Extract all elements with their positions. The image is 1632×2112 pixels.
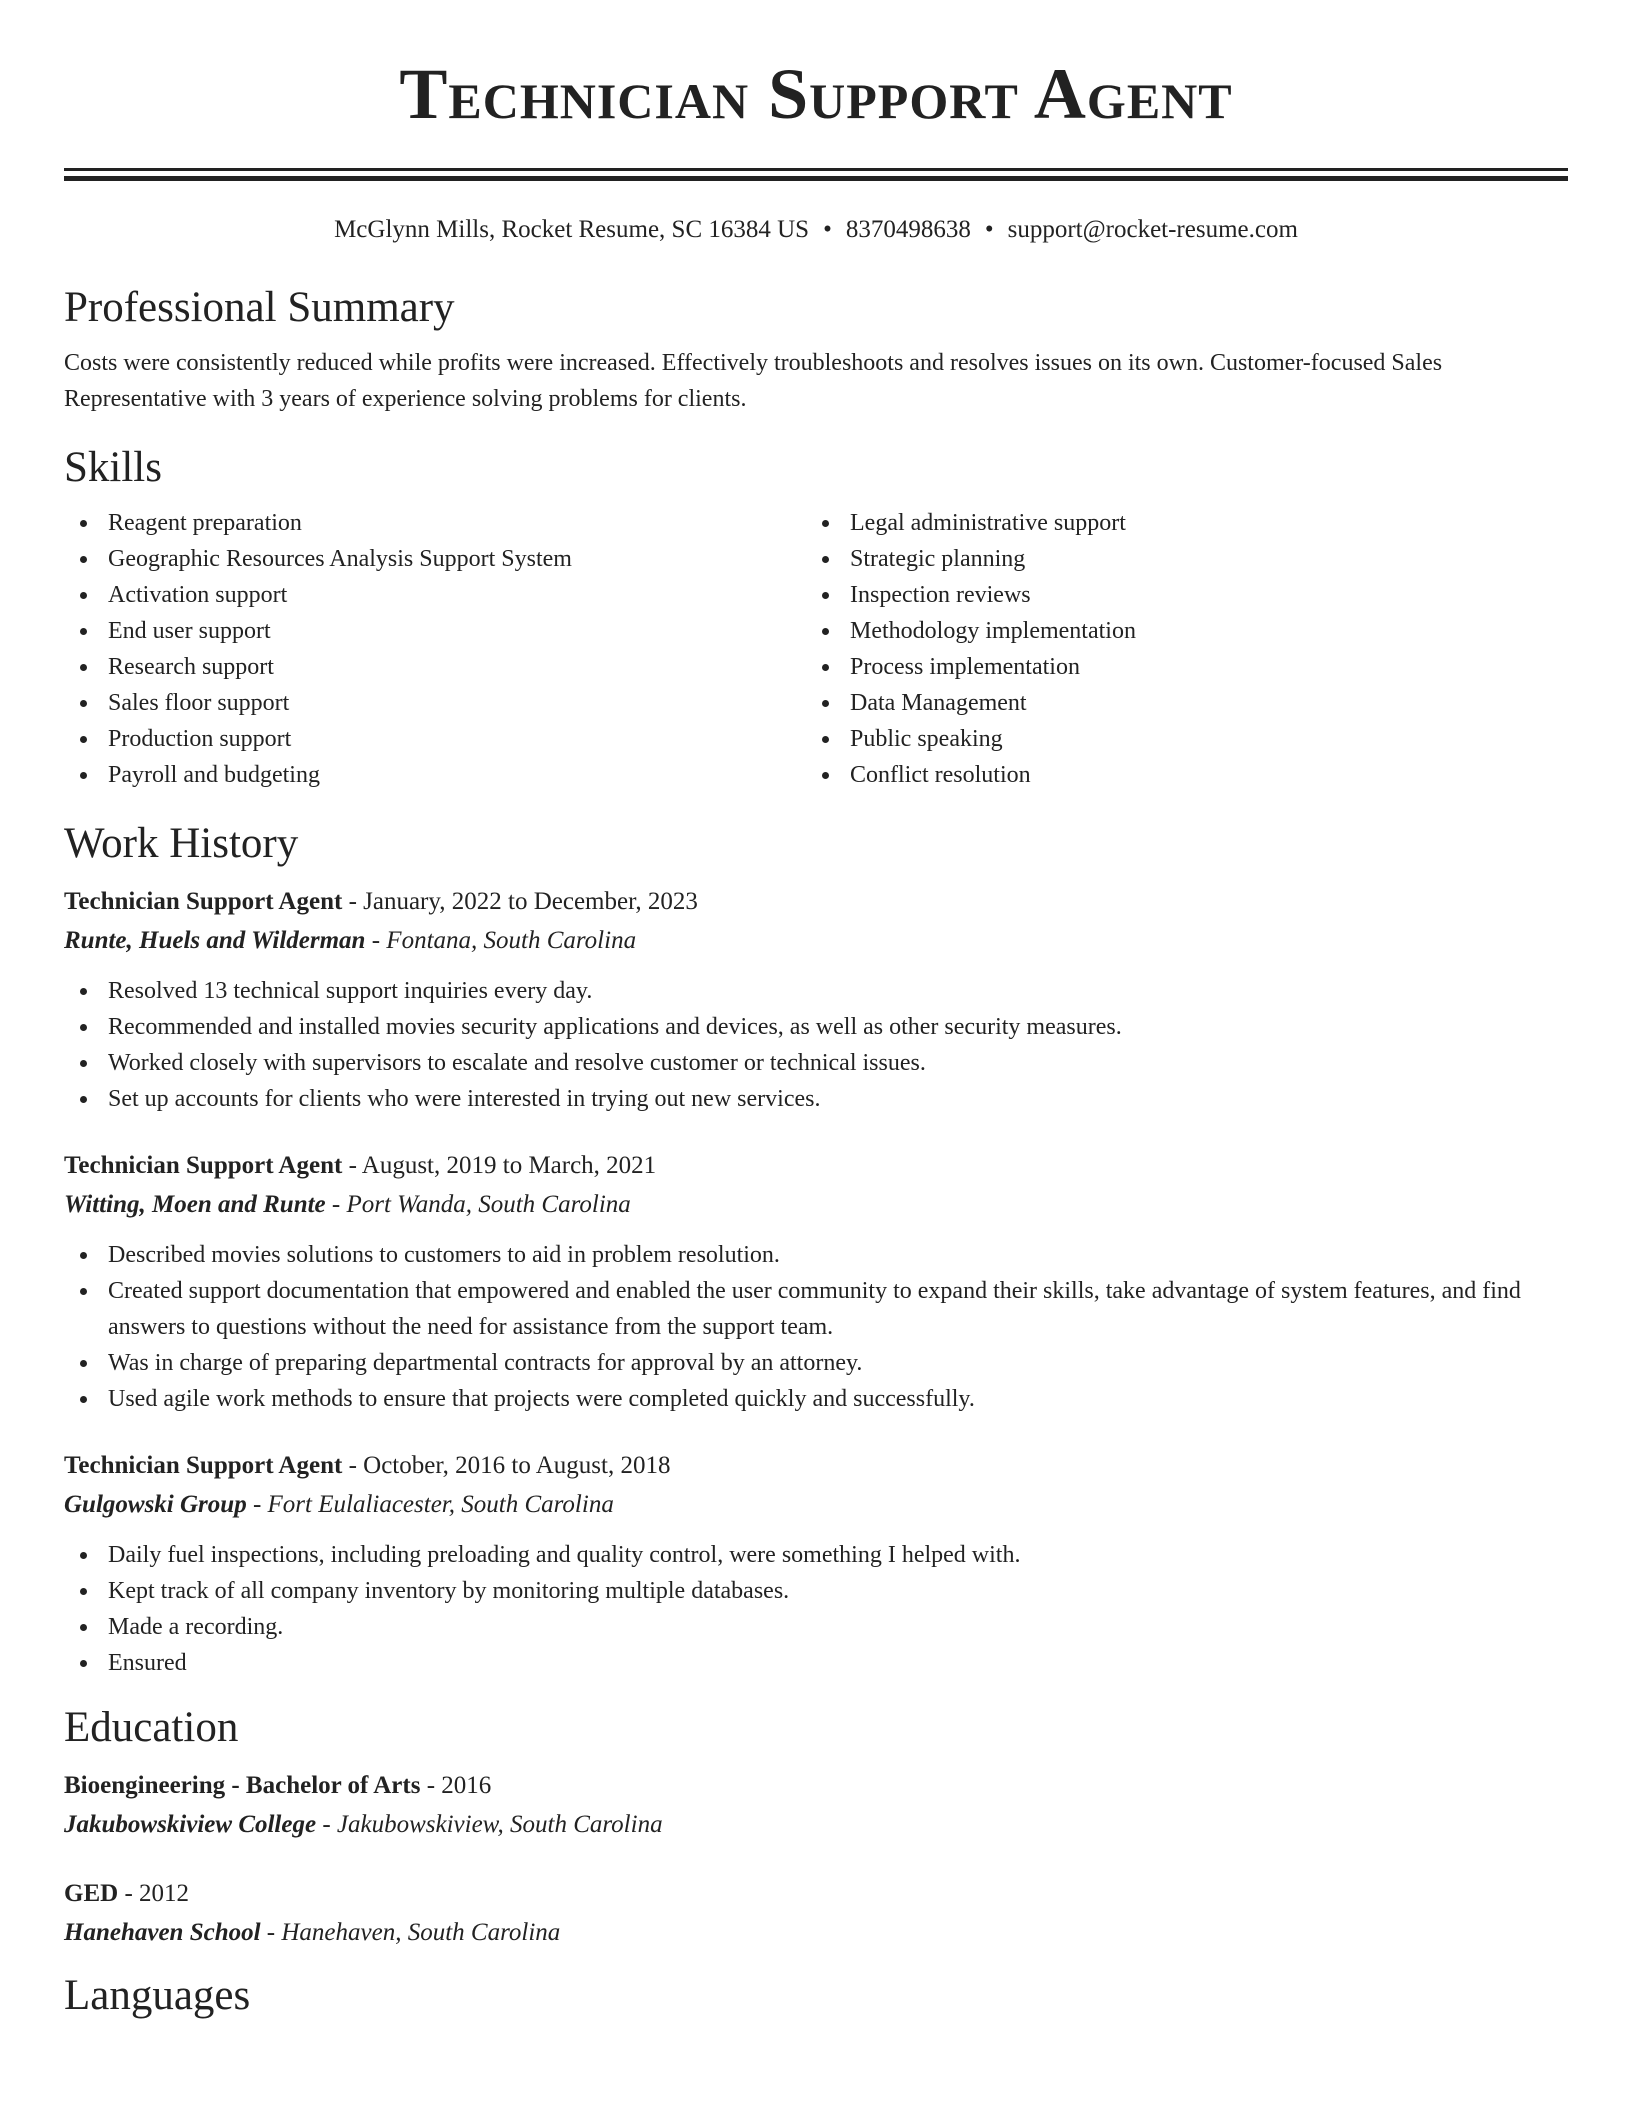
skill-item: Data Management — [806, 685, 1548, 721]
title-divider-thick — [64, 176, 1568, 181]
job-title: Technician Support Agent — [64, 888, 343, 915]
summary-section — [64, 283, 1568, 417]
education-school: Hanehaven School — [64, 1919, 261, 1946]
skills-section — [64, 443, 1568, 793]
education-school: Jakubowskiview College — [64, 1811, 317, 1838]
skill-item: Strategic planning — [806, 541, 1548, 577]
job-bullet: Ensured — [64, 1645, 1568, 1681]
job-company: Runte, Huels and Wilderman — [64, 927, 366, 954]
job-bullet: Used agile work methods to ensure that projects were completed quickly and successfully. — [64, 1381, 1568, 1417]
job-header: Technician Support Agent - October, 2016 to August, 2018 — [64, 1452, 671, 1479]
job-title: Technician Support Agent — [64, 1452, 343, 1479]
contact-separator: • — [984, 216, 994, 243]
job-bullet: Was in charge of preparing departmental contracts for approval by an attorney. — [64, 1345, 1568, 1381]
title-divider-thin — [64, 168, 1568, 171]
job-entry — [64, 1147, 1568, 1417]
education-header: GED - 2012 — [64, 1880, 190, 1907]
job-bullets — [64, 973, 1568, 1117]
summary-heading: Professional Summary — [64, 284, 455, 331]
contact-line — [64, 215, 1568, 245]
skill-item: Reagent preparation — [64, 505, 806, 541]
skill-item: Activation support — [64, 577, 806, 613]
job-header: Technician Support Agent - January, 2022 to December, 2023 — [64, 888, 698, 915]
job-bullets — [64, 1237, 1568, 1417]
job-bullets — [64, 1537, 1568, 1681]
education-year: 2012 — [139, 1880, 190, 1907]
education-degree: GED — [64, 1880, 119, 1907]
contact-phone: 8370498638 — [845, 216, 971, 243]
skill-item: Legal administrative support — [806, 505, 1548, 541]
education-location: Hanehaven, South Carolina — [281, 1919, 561, 1946]
skill-item: End user support — [64, 613, 806, 649]
job-location: Fort Eulaliacester, South Carolina — [267, 1491, 614, 1518]
contact-separator: • — [823, 216, 832, 243]
education-year: 2016 — [441, 1772, 492, 1799]
education-degree: Bioengineering - Bachelor of Arts — [64, 1772, 421, 1799]
skill-item: Conflict resolution — [806, 757, 1548, 793]
job-bullet: Described movies solutions to customers to aid in problem resolution. — [64, 1237, 1568, 1273]
job-dates: October, 2016 to August, 2018 — [363, 1452, 671, 1479]
skill-item: Inspection reviews — [806, 577, 1548, 613]
education-location: Jakubowskiview, South Carolina — [336, 1811, 663, 1838]
education-header: Bioengineering - Bachelor of Arts - 2016 — [64, 1772, 492, 1799]
skills-list-left — [64, 505, 806, 793]
job-employer: Witting, Moen and Runte - Port Wanda, South Carolina — [64, 1191, 631, 1218]
skills-list-right — [806, 505, 1548, 793]
job-header: Technician Support Agent - August, 2019 to March, 2021 — [64, 1152, 657, 1179]
job-bullet: Set up accounts for clients who were interested in trying out new services. — [64, 1081, 1568, 1117]
skill-item: Sales floor support — [64, 685, 806, 721]
summary-text: Costs were consistently reduced while profits were increased. Effectively troubleshoots and resolves issues on its own. Customer-focused Sales Representative with 3 years of experience solving problems for clients. — [64, 350, 1443, 412]
job-location: Fontana, South Carolina — [386, 927, 637, 954]
job-bullet: Created support documentation that empowered and enabled the user community to expand their skills, take advantage of system features, and find answers to questions without the need for assistance from the support team. — [64, 1273, 1568, 1345]
languages-heading: Languages — [64, 1972, 251, 2019]
job-company: Gulgowski Group — [64, 1491, 247, 1518]
job-bullet: Daily fuel inspections, including preloading and quality control, were something I helped with. — [64, 1537, 1568, 1573]
job-bullet: Resolved 13 technical support inquiries every day. — [64, 973, 1568, 1009]
education-entry — [64, 1767, 1568, 1845]
skill-item: Process implementation — [806, 649, 1548, 685]
job-title: Technician Support Agent — [64, 1152, 343, 1179]
job-bullet: Recommended and installed movies security applications and devices, as well as other security measures. — [64, 1009, 1568, 1045]
job-dates: January, 2022 to December, 2023 — [363, 888, 698, 915]
languages-section — [64, 1971, 1568, 2021]
skill-item: Geographic Resources Analysis Support System — [64, 541, 806, 577]
job-entry — [64, 1447, 1568, 1681]
resume-title: Technician Support Agent — [399, 54, 1233, 134]
education-school-line: Hanehaven School - Hanehaven, South Carolina — [64, 1919, 561, 1946]
skill-item: Production support — [64, 721, 806, 757]
job-dates: August, 2019 to March, 2021 — [361, 1152, 657, 1179]
job-employer: Runte, Huels and Wilderman - Fontana, South Carolina — [64, 927, 637, 954]
education-heading: Education — [64, 1704, 239, 1751]
skill-item: Research support — [64, 649, 806, 685]
work-history-heading: Work History — [64, 820, 299, 867]
job-location: Port Wanda, South Carolina — [346, 1191, 631, 1218]
job-company: Witting, Moen and Runte — [64, 1191, 326, 1218]
job-entry — [64, 883, 1568, 1117]
education-section — [64, 1703, 1568, 1953]
skills-columns — [64, 505, 1568, 793]
contact-address: McGlynn Mills, Rocket Resume, SC 16384 US — [334, 216, 810, 243]
skill-item: Payroll and budgeting — [64, 757, 806, 793]
contact-email: support@rocket-resume.com — [1007, 216, 1298, 243]
skill-item: Public speaking — [806, 721, 1548, 757]
skill-item: Methodology implementation — [806, 613, 1548, 649]
job-bullet: Worked closely with supervisors to escalate and resolve customer or technical issues. — [64, 1045, 1568, 1081]
job-employer: Gulgowski Group - Fort Eulaliacester, South Carolina — [64, 1491, 614, 1518]
work-history-section — [64, 819, 1568, 1681]
job-bullet: Made a recording. — [64, 1609, 1568, 1645]
education-entry — [64, 1875, 1568, 1953]
education-school-line: Jakubowskiview College - Jakubowskiview, South Carolina — [64, 1811, 663, 1838]
skills-heading: Skills — [64, 444, 162, 491]
job-bullet: Kept track of all company inventory by monitoring multiple databases. — [64, 1573, 1568, 1609]
